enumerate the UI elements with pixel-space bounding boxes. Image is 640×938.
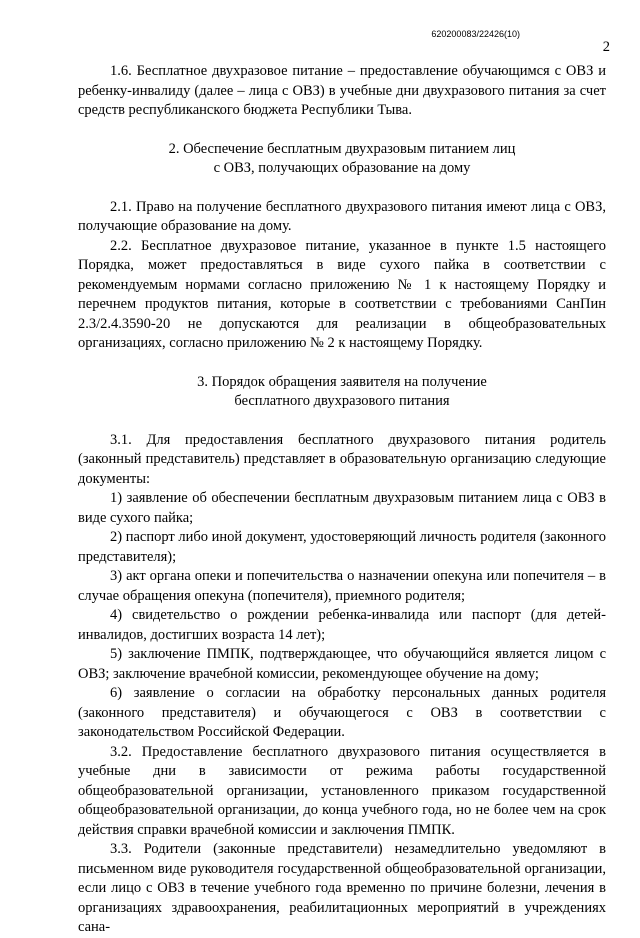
- section-3-heading-line-1: 3. Порядок обращения заявителя на получение: [197, 373, 487, 390]
- paragraph-2-1: 2.1. Право на получение бесплатного двухразового питания имеют лица с ОВЗ, получающие образование на дому.: [78, 198, 606, 234]
- section-2-heading-line-1: 2. Обеспечение бесплатным двухразовым питанием лиц: [168, 140, 516, 157]
- list-item-4: 4) свидетельство о рождении ребенка-инвалида или паспорт (для детей-инвалидов, достигших возраста 14 лет);: [78, 607, 606, 643]
- paragraph-2-2: 2.2. Бесплатное двухразовое питание, указанное в пункте 1.5 настоящего Порядка, может предоставляться в виде сухого пайка в соответствии с рекомендуемым нормами согласно приложению № 1 к настоящему Порядку и перечнем продуктов питания, которые в соответствии с требованиями СанПин 2.3/2.4.3590-20 не допускаются для реализации в общеобразовательных организациях, согласно приложению № 2 к настоящему Порядку.: [78, 237, 606, 351]
- section-2-heading-line-2: с ОВЗ, получающих образование на дому: [213, 160, 471, 176]
- list-item-6: 6) заявление о согласии на обработку персональных данных родителя (законного представителя) и обучающегося с ОВЗ в соответствии с законодательством Российской Федерации.: [78, 685, 606, 740]
- paragraph-1-6: 1.6. Бесплатное двухразовое питание – предоставление обучающимся с ОВЗ и ребенку-инвалиду (далее – лица с ОВЗ) в учебные дни двухразового питания за счет средств республиканского бюджета Республики Тыва.: [78, 63, 606, 118]
- document-body: [78, 62, 606, 938]
- document-code: 620200083/22426(10): [431, 29, 520, 39]
- page-number: 2: [602, 39, 610, 55]
- paragraph-3-2: 3.2. Предоставление бесплатного двухразового питания осуществляется в учебные дни в зависимости от режима работы государственной общеобразовательной организации, установленного приказом государственной общеобразовательной организации, до конца учебного года, но не более чем на срок действия справки врачебной комиссии и заключения ПМПК.: [78, 743, 606, 838]
- list-item-1: 1) заявление об обеспечении бесплатным двухразовым питанием лица с ОВЗ в виде сухого пайка;: [78, 490, 606, 526]
- paragraph-3-3: 3.3. Родители (законные представители) незамедлительно уведомляют в письменном виде руководителя государственной общеобразовательной организации, если лицо с ОВЗ в течение учебного года временно по причине болезни, лечения в организациях здравоохранения, реабилитационных мероприятий в учреждениях сана-: [78, 841, 606, 935]
- paragraph-3-1: 3.1. Для предоставления бесплатного двухразового питания родитель (законный представитель) представляет в образовательную организацию следующие документы:: [78, 431, 606, 487]
- section-3-heading-line-2: бесплатного двухразового питания: [234, 393, 450, 409]
- list-item-3: 3) акт органа опеки и попечительства о назначении опекуна или попечителя – в случае обращения опекуна (попечителя), приемного родителя;: [78, 568, 606, 604]
- list-item-2: 2) паспорт либо иной документ, удостоверяющий личность родителя (законного представителя);: [78, 529, 606, 565]
- list-item-5: 5) заключение ПМПК, подтверждающее, что обучающийся является лицом с ОВЗ; заключение врачебной комиссии, рекомендующее обучение на дому;: [78, 646, 606, 682]
